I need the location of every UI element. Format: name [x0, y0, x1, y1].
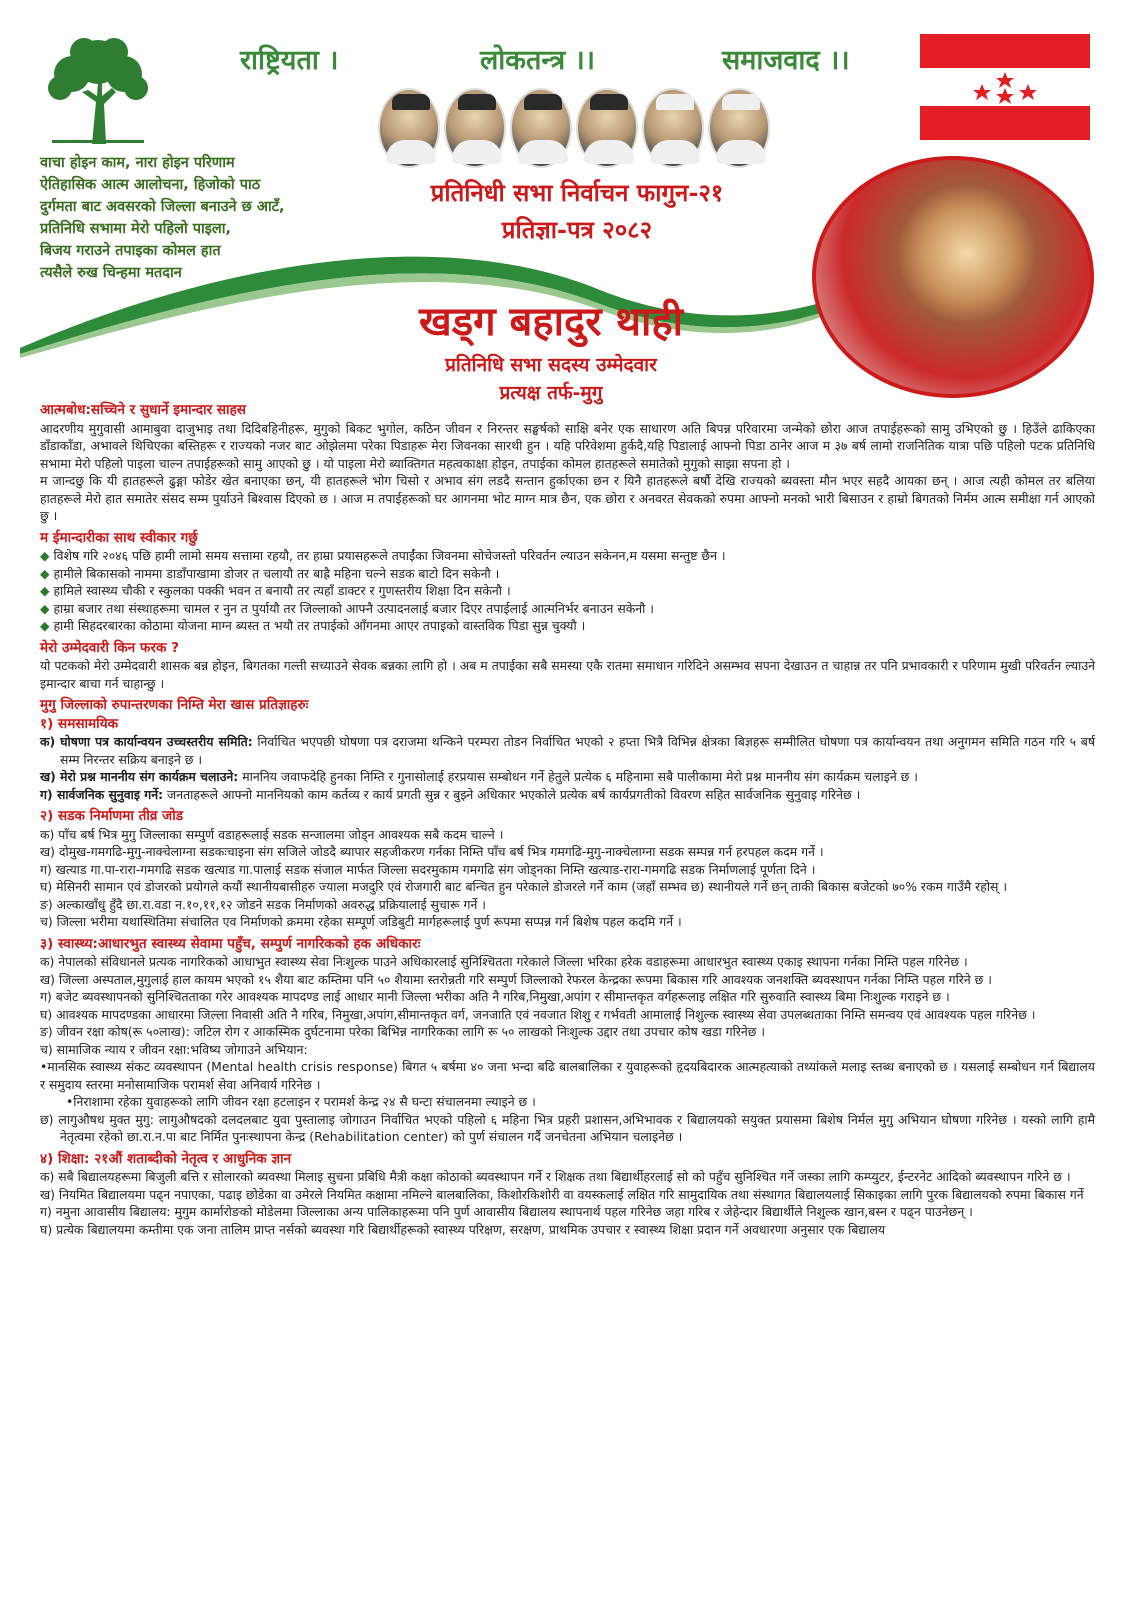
- slogan-socialism: समाजवाद ।।: [722, 45, 850, 76]
- slogan-democracy: लोकतन्त्र ।।: [480, 45, 595, 76]
- list-item: ग) खत्याड गा.पा-रारा-गमगढि सडक खत्याड गा.पालाई सडक संजाल मार्फत जिल्ला सदरमुकाम गमगढि संग जोड्नका निम्ति खत्याड-रारा-गमगढि सडक निर्माणलाई पूर्णता दिने ।: [40, 861, 816, 877]
- section-heading: मेरो उम्मेदवारी किन फरक ?: [40, 639, 180, 656]
- list-item: ङ) जीवन रक्षा कोष(रू ५०लाख): जटिल रोग र आकस्मिक दुर्घटनामा परेका बिभिन्न नागरिकका लागि रू ५० लाखको निःशुल्क उद्दार तथा उपचार कोष खडा गरिनेछ ।: [40, 1024, 766, 1039]
- list-item: ◆ हाम्रा बजार तथा संस्थाहरूमा चामल र नुन त पुर्यायौ तर जिल्लाको आफ्नै उत्पादनलाई बजार दिएर तपाईलाई आत्मनिर्भर बनाउन सकेनौ ।: [40, 600, 654, 616]
- list-item: घ) प्रत्येक बिद्यालयमा कम्तीमा एक जना तालिम प्राप्त नर्सको ब्यवस्था गरि बिद्यार्थीहरूको स्वास्थ्य परिक्षण, सरक्षण, प्राथमिक उपचार र स्वास्थ्य शिक्षा प्रदान गर्ने अवधारणा अनुसार एक बिद्यालय: [40, 1221, 886, 1237]
- candidate-block: [346, 292, 756, 405]
- sub-list-item: •मानसिक स्वास्थ्य संकट व्यवस्थापन (Mental health crisis response) बिगत ५ बर्षमा ४० जना भन्दा बढि बालबालिका र युवाहरूको हृदयबिदारक आत्महत्याको तथ्यांकले मलाइ स्तब्ध बनाएको छ । यसलाई सम्बोधन गर्न बिद्यालय र समुदाय स्तरमा मनोसामाजिक परामर्श सेवा अनिवार्य गरिनेछ ।: [40, 1059, 1095, 1092]
- slogans: [240, 40, 880, 80]
- section-heading: आत्मबोध:सच्चिने र सुधार्ने इमान्दार साहस: [40, 402, 246, 418]
- leader-portrait: [510, 88, 572, 168]
- candidate-role: प्रतिनिधि सभा सदस्य उम्मेदवार: [445, 354, 657, 376]
- poem-line: त्यसैले रुख चिन्हमा मतदान: [40, 265, 182, 281]
- candidate-constituency: प्रत्यक्ष तर्फ-मुगु: [499, 382, 603, 404]
- election-line: प्रतिनिधी सभा निर्वाचन फागुन-२१: [430, 178, 724, 207]
- section-heading: म ईमान्दारीका साथ स्वीकार गर्छु: [40, 529, 198, 546]
- list-item: क) पाँच बर्ष भित्र मुगु जिल्लाका सम्पुर्ण वडाहरूलाई सडक सन्जालमा जोड्न आवश्यक सबै कदम चाल्ने ।: [40, 826, 504, 842]
- leader-portrait: [708, 88, 770, 168]
- leader-portrait: [378, 88, 440, 168]
- paragraph: म जान्दछु कि यी हातहरूले ढुङ्गा फोडेर खेत बनाएका छन्, यी हातहरूले भोग चिसो र अभाव संग लडदै सन्तान हुर्काएका छन र यिनै हातहरूले बर्षौ देखि राज्यको ब्यवस्ता मौन भएर सहदै आयका छन् । आज त्यही कोमल तर बलिया हातहरूले मेरो हात समातेर संसद सम्म पुर्याउने बिश्वास दिएको छ । आज म तपाईहरूको घर आगनमा भोट माग्न मात्र छैन, एक छोरा र अनवरत सेवकको रुपमा आफ्नो मनको भारी बिसाउन र हाम्रो बिगतको निर्मम आत्म समीक्षा गर्न आएको छु ।: [40, 473, 1095, 523]
- list-item: ग) नमुना आवासीय बिद्यालय: मुगुम कार्मारोङको मोडेलमा जिल्लाका अन्य पालिकाहरूमा पनि पुर्ण आवासीय बिद्यालय स्थापनार्थ पहल गरिनेछ जहा गरिब र जेहेन्दार बिद्यार्थीले निशुल्क खान,बस्न र पढ्न पाउनेछन् ।: [40, 1204, 973, 1219]
- leaders-portraits: [378, 88, 778, 170]
- leader-portrait: [576, 88, 638, 168]
- slogan-nationalism: राष्ट्रियता ।: [240, 45, 339, 76]
- list-item: ◆ हामिले स्वास्थ्य चौकी र स्कुलका पक्की भवन त बनायौ तर त्यहाँ डाक्टर र गुणस्तरीय शिक्षा दिन सकेनौ ।: [40, 583, 511, 598]
- list-item: ◆ हामी सिहदरबारका कोठामा योजना माग्न ब्यस्त त भयौ तर तपाईको आँगनमा आएर तपाइको वास्तविक पिडा सुन्न चुक्यौ ।: [40, 618, 586, 633]
- list-item: च) जिल्ला भरीमा यथास्थितिमा संचालित एव निर्माणको क्रममा रहेका सम्पूर्ण जडिबुटी मार्गहरूलाई पुर्ण रूपमा सप्पन्न गर्न बिशेष पहल कदमि गर्ने ।: [40, 914, 682, 929]
- list-item: ग) सार्वजनिक सुनुवाइ गर्ने: जनताहरूले आफ्नो माननियको काम कर्तव्य र कार्य प्रगती सुन्न र बुझ्ने अधिकार भएकोले प्रत्येक बर्ष कार्यप्रगतीको विवरण सहित सार्वजनिक सुनुवाइ गरिनेछ ।: [40, 786, 861, 802]
- list-item: ◆ हामीले बिकासको नाममा डाडाँपाखामा डोजर त चलायौ तर बाह्रै महिना चल्ने सडक बाटो दिन सकेनौ ।: [40, 565, 500, 581]
- poem-line: बिजय गराउने तपाइका कोमल हात: [40, 243, 221, 259]
- list-item: ख) नियमित बिद्यालयमा पढ्न नपाएका, पढाइ छोडेका वा उमेरले नियमित कक्षामा नमिल्ने बालबालिका, किशोरकिशोरी वा वयस्कलाई लक्षित गरि सामुदायिक तथा संस्थागत बिद्यालयलाई सिकाइका लागि पुरक बिद्यालयको रुपमा बिकास गर्ने: [40, 1186, 1084, 1202]
- poem-line: वाचा होइन काम, नारा होइन परिणाम: [40, 155, 235, 171]
- subsection-heading: १) समसामयिक: [40, 715, 119, 732]
- candidate-name: खड्ग बहादुर थाही: [418, 298, 684, 345]
- poem-line: ऐतिहासिक आत्म आलोचना, हिजोको पाठ: [40, 177, 261, 193]
- list-item: क) सबै बिद्यालयहरूमा बिजुली बत्ति र सोलारको ब्यवस्था मिलाइ सुचना प्रबिधि मैत्री कक्षा कोठाको ब्यवस्थापन गर्ने र शिक्षक तथा बिद्यार्थीहरलाई सो को पहुँच सुनिश्चित गर्ने जस्का लागि कम्प्युटर, ईन्टरनेट आदिको ब्यवस्थापन गरिने छ ।: [40, 1169, 1071, 1184]
- list-item: छ) लागुऔषध मुक्त मुगु: लागुऔषदको दलदलबाट युवा पुस्तालाइ जोगाउन निर्वाचित भएको पहिलो ६ महिना भित्र प्रहरी प्रशासन,अभिभावक र बिद्यालयको सयुक्त प्रयासमा बिशेष निर्मल मुगु अभियान घोषणा गरिनेछ । यस्को लागि हामै नेतृत्वमा रहेको छा.रा.न.पा बाट निर्मित पुनःस्थापना केन्द्र (Rehabilitation center) को पुर्ण संचालन गर्दै जनचेतना अभियान चलाइनेछ ।: [40, 1111, 1095, 1144]
- header: [0, 0, 1131, 404]
- section-heading: मुगु जिल्लाको रुपान्तरणका निम्ति मेरा खास प्रतिज्ञाहरुः: [40, 697, 309, 713]
- subsection-heading: ३) स्वास्थ्य:आधारभुत स्वास्थ्य सेवामा पहुँच, सम्पुर्ण नागरिकको हक अधिकारः: [40, 935, 421, 952]
- manifesto-line: प्रतिज्ञा-पत्र २०८२: [501, 215, 653, 244]
- list-item: च) सामाजिक न्याय र जीवन रक्षा:भविष्य जोगाउने अभियान:: [40, 1041, 308, 1057]
- list-item: क) नेपालको संविधानले प्रत्यक नागरिकको आधाभुत स्वास्थ्य सेवा निःशुल्क पाउने अधिकारलाई सुनिश्चितता गरेकाले जिल्ला भरिका हरेक वडाहरूमा आधारभुत स्वास्थ्य एकाइ स्थापना गर्नका निम्ति पहल गरिनेछ ।: [40, 954, 968, 969]
- list-item: ख) दोमुख-गमगढि-मुगु-नाक्चेलाग्ना सडकःचाइना संग सजिले जोडदै ब्यापार सहजीकरण गर्नका निम्ति पाँच बर्ष भित्र गमगढि-मुगु-नाक्चेलाग्ना सडक सम्पन्न गर्न हरपहल कदम गर्ने ।: [40, 844, 824, 859]
- subsection-heading: ४) शिक्षा: २१औं शताब्दीको नेतृत्व र आधुनिक ज्ञान: [40, 1150, 292, 1167]
- sub-list-item: •निराशामा रहेका युवाहरूको लागि जीवन रक्षा हटलाइन र परामर्श केन्द्र २४ सै घन्टा संचालनमा ल्याइने छ ।: [66, 1094, 536, 1109]
- list-item: ◆ विशेष गरि २०४६ पछि हामी लामो समय सत्तामा रहयौ, तर हाम्रा प्रयासहरूले तपाईंका जिवनमा सोचेजस्तो परिवर्तन ल्याउन सकेनन,म यसमा सन्तुष्ट छैन ।: [40, 548, 726, 563]
- candidate-photo: [812, 156, 1094, 398]
- list-item: घ) मेसिनरी सामान एवं डोजरको प्रयोगले कयौं स्थानीयबासीहरु ज्याला मजदुरि एवं रोजगारी बाट बन्चित हुन परेकाले डोजरले गर्ने काम (जहाँ सम्भव छ) स्थानीयले गर्ने छन् ताकी बिकास बजेटको ७०% रकम गाउँमै रहोस् ।: [40, 879, 1008, 894]
- poem-line: दुर्गमता बाट अवसरको जिल्ला बनाउने छ आटँ,: [40, 199, 285, 215]
- paragraph: यो पटकको मेरो उम्मेदवारी शासक बन्न होइन, बिगतका गल्ती सच्याउने सेवक बन्नका लागि हो । अब म तपाईका सबै समस्या एकै रातमा समाधान गरिदिने असम्भव सपना देखाउन त चाहान्न तर पनि प्रभावकारी र परिणाम मुखी परिवर्तन ल्याउने इमान्दार बाचा गर्न चाहान्छु ।: [40, 658, 1095, 691]
- tree-icon: [42, 32, 154, 144]
- list-item: ख) मेरो प्रश्न माननीय संग कार्यक्रम चलाउने: माननिय जवाफदेहि हुनका निम्ति र गुनासोलाई हरप्रयास सम्बोधन गर्ने हेतुले प्रत्येक ६ महिनामा सबै पालीकामा मेरो प्रश्न माननीय संग कार्यक्रम चलाइने छ ।: [40, 769, 918, 784]
- subsection-heading: २) सडक निर्माणमा तीव्र जोड: [40, 808, 184, 824]
- leader-portrait: [444, 88, 506, 168]
- list-item: क) घोषणा पत्र कार्यान्वयन उच्चस्तरीय समिति: निर्वाचित भएपछी घोषणा पत्र दराजमा थन्किने परम्परा तोडन निर्वाचित भएको २ हप्ता भित्रै विभिन्न क्षेत्रका बिज्ञहरू सम्मीलित घोषणा पत्र कार्यान्वयन तथा अनुगमन समिति गठन गरि ५ बर्ष सम्म निरन्तर सक्रिय बनाइने छ ।: [40, 734, 1095, 767]
- list-item: ग) बजेट ब्यवस्थापनको सुनिश्चितताका गरेर आवश्यक मापदण्ड लाई आधार मानी जिल्ला भरीका अति नै गरिब,निमुखा,अपांग र सीमान्तकृत वर्गहरूलाइ लक्षित गरि सुरुवाति स्वास्थ्य बिमा निःशुल्क गराइने छ ।: [40, 989, 950, 1004]
- paragraph: आदरणीय मुगुवासी आमाबुवा दाजुभाइ तथा दिदिबहिनीहरू, मुगुको बिकट भुगोल, कठिन जीवन र निरन्तर सङ्घर्षको साक्षि बनेर एक साधारण अति बिपन्न परिवारमा जन्मेको छोरा आज तपाईहरूको सामु उभिएको छु । हिउँले ढाकिएका डाँडाकाँडा, अभावले थिचिएका बस्तिहरू र राज्यको नजर बाट ओझेलमा परेका पिडाहरू मेरा जिवनका सारथी हुन । यहि परिवेशमा हुर्कदै,यहि पिडालाई आफ्नो पिडा ठानेर आज म ३७ बर्ष लामो राजनितिक यात्रा पछि पहिलो पटक प्रतिनिधि सभामा मेरो पहिलो पाइला चाल्न तपाईहरूको सामु आएको छु । यो पाइला मेरो ब्याक्तिगत महत्वकाक्षा होइन, तपाईका कोमल हातहरूले समातेको मुगुको साझा सपना हो ।: [40, 420, 1095, 471]
- leader-portrait: [642, 88, 704, 168]
- party-flag-icon: [920, 34, 1090, 144]
- list-item: घ) आवश्यक मापदण्डका आधारमा जिल्ला निवासी अति नै गरिब, निमुखा,अपांग,सीमान्तकृत वर्ग, जनजाति एवं नवजात शिशु र गर्भवती आमालाई निशुल्क स्वास्थ्य सेवा उपलब्धताका निम्ति समन्वय एवं आवश्यक पहल गरिनेछ ।: [40, 1006, 1036, 1022]
- manifesto-body: [40, 402, 1095, 1238]
- list-item: ख) जिल्ला अस्पताल,मुगुलाई हाल कायम भएको १५ शैया बाट कम्तिमा पनि ५० शैयामा स्तरोन्नती गरि सम्पुर्ण जिल्लाको रेफरल केन्द्रका रूपमा बिकास गरि आवश्यक जनशक्ति ब्यवस्थापन गर्नका निम्ति पहल गरिने छ ।: [40, 971, 992, 987]
- poem-line: प्रतिनिधि सभामा मेरो पहिलो पाइला,: [40, 221, 231, 237]
- list-item: ङ) अल्काखाँधु हुँदै छा.रा.वडा न.१०,११,१२ जोडने सडक निर्माणको अवरुद्ध प्रक्रियालाई सुचारू गर्ने ।: [40, 896, 486, 912]
